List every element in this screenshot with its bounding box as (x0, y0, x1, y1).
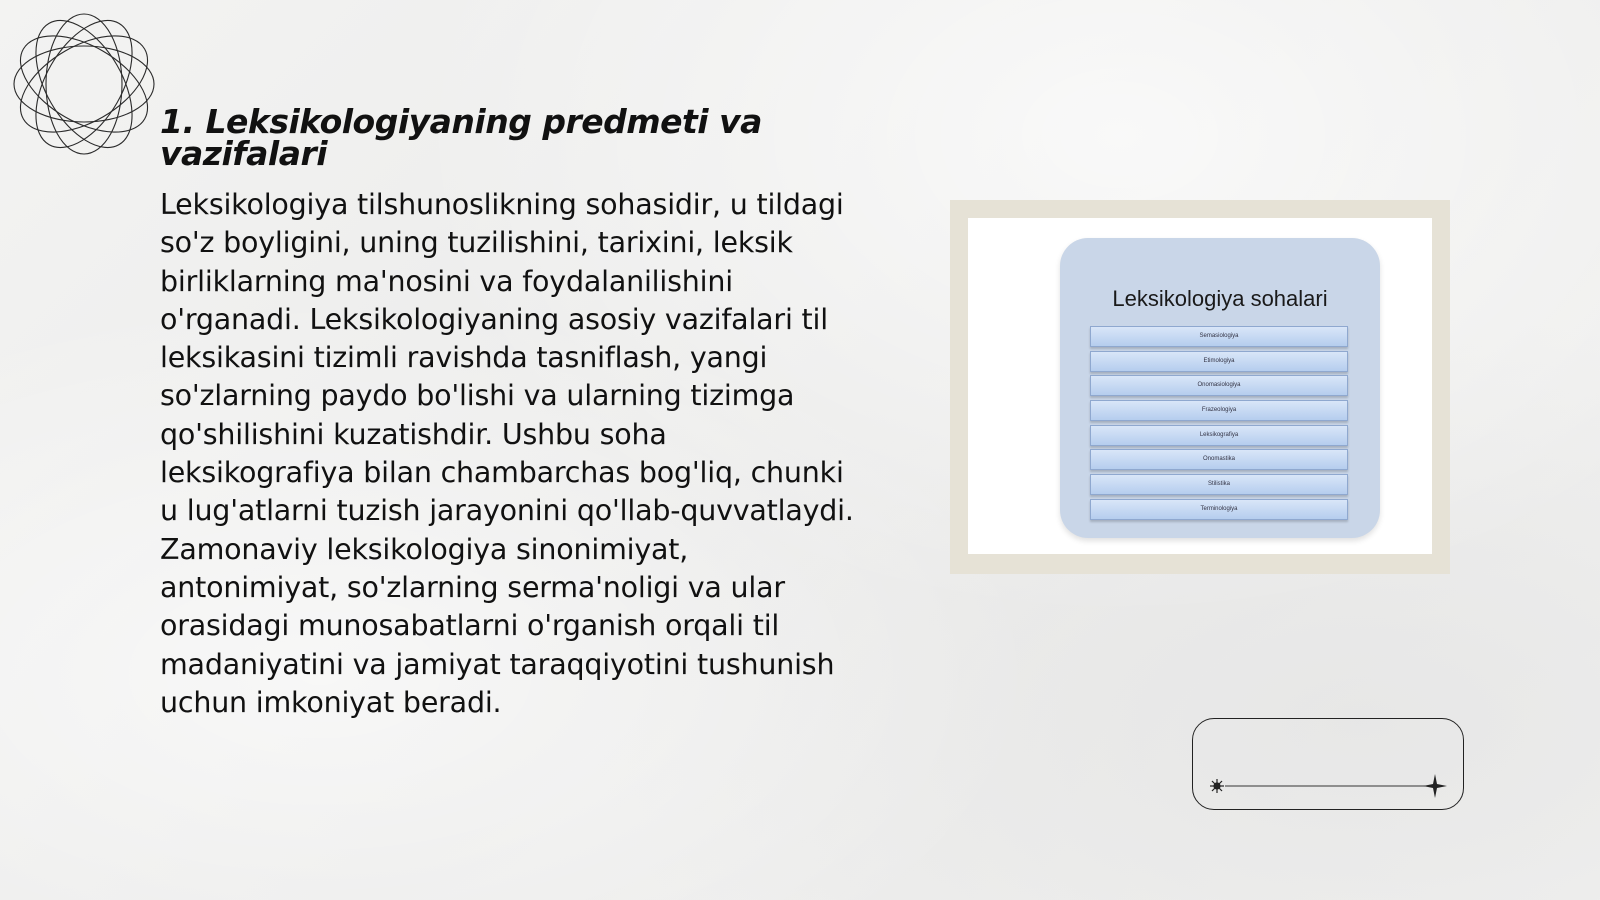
diagram-row: Leksikografiya (1090, 425, 1348, 446)
diagram-row: Etimologiya (1090, 351, 1348, 372)
sparkle-icon (1210, 779, 1224, 793)
diagram-row: Semasiologiya (1090, 326, 1348, 347)
slide-title: 1. Leksikologiyaning predmeti va vazifalari (160, 102, 762, 173)
slide-body-text: Leksikologiya tilshunoslikning sohasidir, u tildagi so'z boyligini, uning tuzilishini, tarixini, leksik birliklarning ma'nosini va foydalanilishini o'rganadi. Leksikologiyaning asosiy vazifalari til leksikasini tizimli ravishda tasniflash, yangi so'zlarning paydo bo'lishi va ularning tizimga qo'shilishini kuzatishdir. Ushbu soha leksikografiya bilan chambarchas bog'liq, chunki u lug'atlarni tuzish jarayonini qo'llab-quvvatlaydi. Zamonaviy leksikologiya sinonimiyat, antonimiyat, so'zlarning serma'noligi va ular orasidagi munosabatlarni o'rganish orqali til madaniyatini va jamiyat taraqqiyotini tushunish uchun imkoniyat beradi. (160, 188, 854, 719)
diagram-row: Onomasiologiya (1090, 375, 1348, 396)
decorative-rounded-box (1192, 718, 1464, 810)
diagram-row: Terminologiya (1090, 499, 1348, 520)
diagram-list (1090, 326, 1348, 524)
diagram-row: Stilistika (1090, 474, 1348, 495)
decorative-line (1203, 771, 1453, 801)
diagram-panel (1060, 238, 1380, 538)
diagram-row: Frazeologiya (1090, 400, 1348, 421)
circle-ornament-icon (10, 10, 158, 158)
diagram-picture (968, 218, 1432, 554)
four-point-star-icon (1423, 774, 1447, 798)
diagram-picture-frame (950, 200, 1450, 574)
diagram-row: Onomastika (1090, 449, 1348, 470)
diagram-title: Leksikologiya sohalari (1112, 286, 1328, 311)
